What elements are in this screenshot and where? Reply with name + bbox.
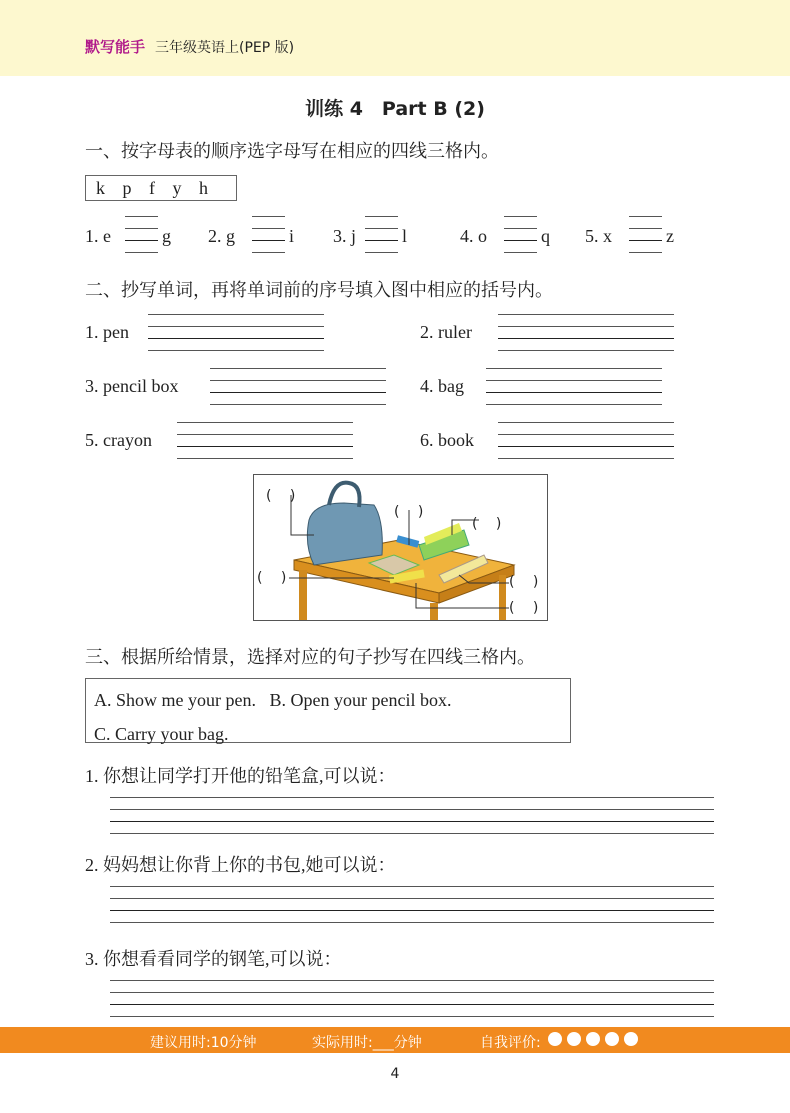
star-icon[interactable]	[586, 1032, 600, 1046]
question: 2. 妈妈想让你背上你的书包,她可以说：	[85, 855, 396, 875]
four-line-grid[interactable]	[365, 216, 398, 252]
word-label: 4. bag	[420, 376, 464, 396]
sequence-item: 3. j	[333, 226, 357, 246]
word-label: 5. crayon	[85, 430, 152, 450]
option-a: A. Show me your pen.	[94, 690, 256, 710]
section3-heading: 三、根据所给情景，选择对应的句子抄写在四线三格内。	[85, 647, 535, 668]
four-line-grid[interactable]	[486, 368, 662, 404]
option-c: C. Carry your bag.	[94, 724, 229, 744]
sequence-end-letter: q	[541, 226, 550, 246]
word-label: 6. book	[420, 430, 474, 450]
desk-illustration	[254, 475, 547, 620]
rating-stars[interactable]	[548, 1031, 643, 1047]
options-box	[85, 678, 571, 743]
suggested-time: 建议用时:10分钟	[150, 1035, 257, 1051]
word-label: 2. ruler	[420, 322, 472, 342]
four-line-grid[interactable]	[177, 422, 353, 458]
section1-heading: 一、按字母表的顺序选字母写在相应的四线三格内。	[85, 141, 499, 162]
brand-logo: 默写能手	[85, 38, 146, 56]
option-b: B. Open your pencil box.	[269, 690, 452, 710]
four-line-grid[interactable]	[504, 216, 537, 252]
bracket-ruler[interactable]: ( )	[509, 574, 539, 590]
self-rating-label: 自我评价:	[480, 1035, 541, 1051]
star-icon[interactable]	[624, 1032, 638, 1046]
bracket-book[interactable]: ( )	[257, 570, 287, 586]
bracket-crayon[interactable]: ( )	[394, 504, 424, 520]
four-line-grid[interactable]	[110, 886, 714, 922]
page-title: 训练 4 Part B (2)	[305, 98, 485, 120]
sequence-end-letter: l	[402, 226, 408, 246]
star-icon[interactable]	[567, 1032, 581, 1046]
section2-heading: 二、抄写单词，再将单词前的序号填入图中相应的括号内。	[85, 280, 553, 301]
sequence-end-letter: i	[289, 226, 295, 246]
sequence-item: 5. x	[585, 226, 612, 246]
sequence-item: 1. e	[85, 226, 111, 246]
four-line-grid[interactable]	[110, 797, 714, 833]
bracket-pen[interactable]: ( )	[509, 600, 539, 616]
question: 3. 你想看看同学的钢笔,可以说：	[85, 949, 342, 969]
sequence-end-letter: g	[162, 226, 171, 246]
star-icon[interactable]	[548, 1032, 562, 1046]
four-line-grid[interactable]	[210, 368, 386, 404]
four-line-grid[interactable]	[498, 422, 674, 458]
four-line-grid[interactable]	[148, 314, 324, 350]
sequence-item: 2. g	[208, 226, 235, 246]
word-label: 3. pencil box	[85, 376, 179, 396]
sequence-end-letter: z	[666, 226, 674, 246]
four-line-grid[interactable]	[498, 314, 674, 350]
bracket-pencil-box[interactable]: ( )	[472, 516, 502, 532]
letter-box: k p f y h	[85, 175, 237, 201]
bracket-bag[interactable]: ( )	[266, 488, 296, 504]
four-line-grid[interactable]	[125, 216, 158, 252]
star-icon[interactable]	[605, 1032, 619, 1046]
four-line-grid[interactable]	[110, 980, 714, 1016]
word-label: 1. pen	[85, 322, 129, 342]
four-line-grid[interactable]	[252, 216, 285, 252]
question: 1. 你想让同学打开他的铅笔盒,可以说：	[85, 766, 396, 786]
book-subtitle: 三年级英语上(PEP 版)	[155, 40, 295, 56]
page-number: 4	[390, 1066, 400, 1082]
four-line-grid[interactable]	[629, 216, 662, 252]
actual-time: 实际用时:___分钟	[312, 1035, 422, 1051]
footer-bar	[0, 1027, 790, 1053]
desk-picture	[253, 474, 548, 621]
sequence-item: 4. o	[460, 226, 487, 246]
